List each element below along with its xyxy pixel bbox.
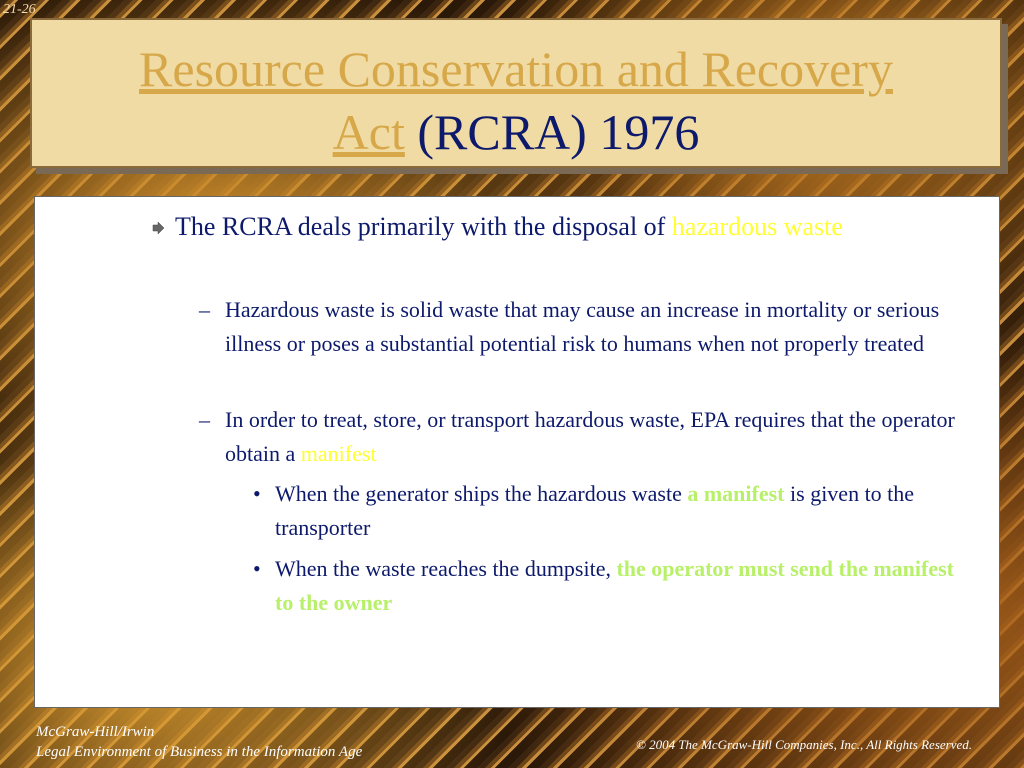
footer-publisher: McGraw-Hill/Irwin xyxy=(36,724,155,740)
title-link-2[interactable]: Act xyxy=(332,104,405,160)
sub-sub-bullet-2-highlight: the operator must send the manifest to the owner xyxy=(275,556,954,615)
sub-sub-bullet-1-highlight: a manifest xyxy=(687,481,785,506)
sub-sub-bullet-2 xyxy=(253,552,975,620)
sub-sub-bullet-2-text-before: When the waste reaches the dumpsite, xyxy=(275,556,617,581)
title-rest: (RCRA) 1976 xyxy=(404,104,700,160)
slide-number: 21-26 xyxy=(3,2,36,17)
dot-bullet-icon: • xyxy=(253,481,261,506)
slide-title xyxy=(42,38,990,164)
sub-bullet-2-text: In order to treat, store, or transport hazardous waste, EPA requires that the operator obtain a xyxy=(225,407,955,466)
footer-book: Legal Environment of Business in the Information Age xyxy=(36,744,363,760)
footer-left xyxy=(36,722,362,762)
sub-bullet-1 xyxy=(199,293,985,361)
dot-bullet-icon: • xyxy=(253,556,261,581)
title-link-1[interactable]: Resource Conservation and Recovery xyxy=(139,41,893,97)
sub-bullet-1-text: Hazardous waste is solid waste that may cause an increase in mortality or serious illness or poses a substantial potential risk to humans when not properly treated xyxy=(225,297,940,356)
sub-sub-bullet-1-text-before: When the generator ships the hazardous waste xyxy=(275,481,688,506)
bullet-1-text: The RCRA deals primarily with the disposal of xyxy=(175,212,672,241)
sub-bullet-2 xyxy=(199,403,985,471)
dash-bullet-icon: – xyxy=(199,407,210,432)
sub-sub-bullet-1-text-after: is given to the transporter xyxy=(275,481,915,540)
sub-bullet-2-highlight: manifest xyxy=(300,441,377,466)
dash-bullet-icon: – xyxy=(199,297,210,322)
arrow-bullet-icon xyxy=(151,221,165,235)
bullet-1 xyxy=(175,207,975,246)
title-box xyxy=(30,18,1002,168)
footer-copyright: © 2004 The McGraw-Hill Companies, Inc., All Rights Reserved. xyxy=(635,737,972,752)
content-box xyxy=(34,196,1000,708)
bullet-1-highlight: hazardous waste xyxy=(671,212,843,241)
sub-sub-bullet-1 xyxy=(253,477,975,545)
